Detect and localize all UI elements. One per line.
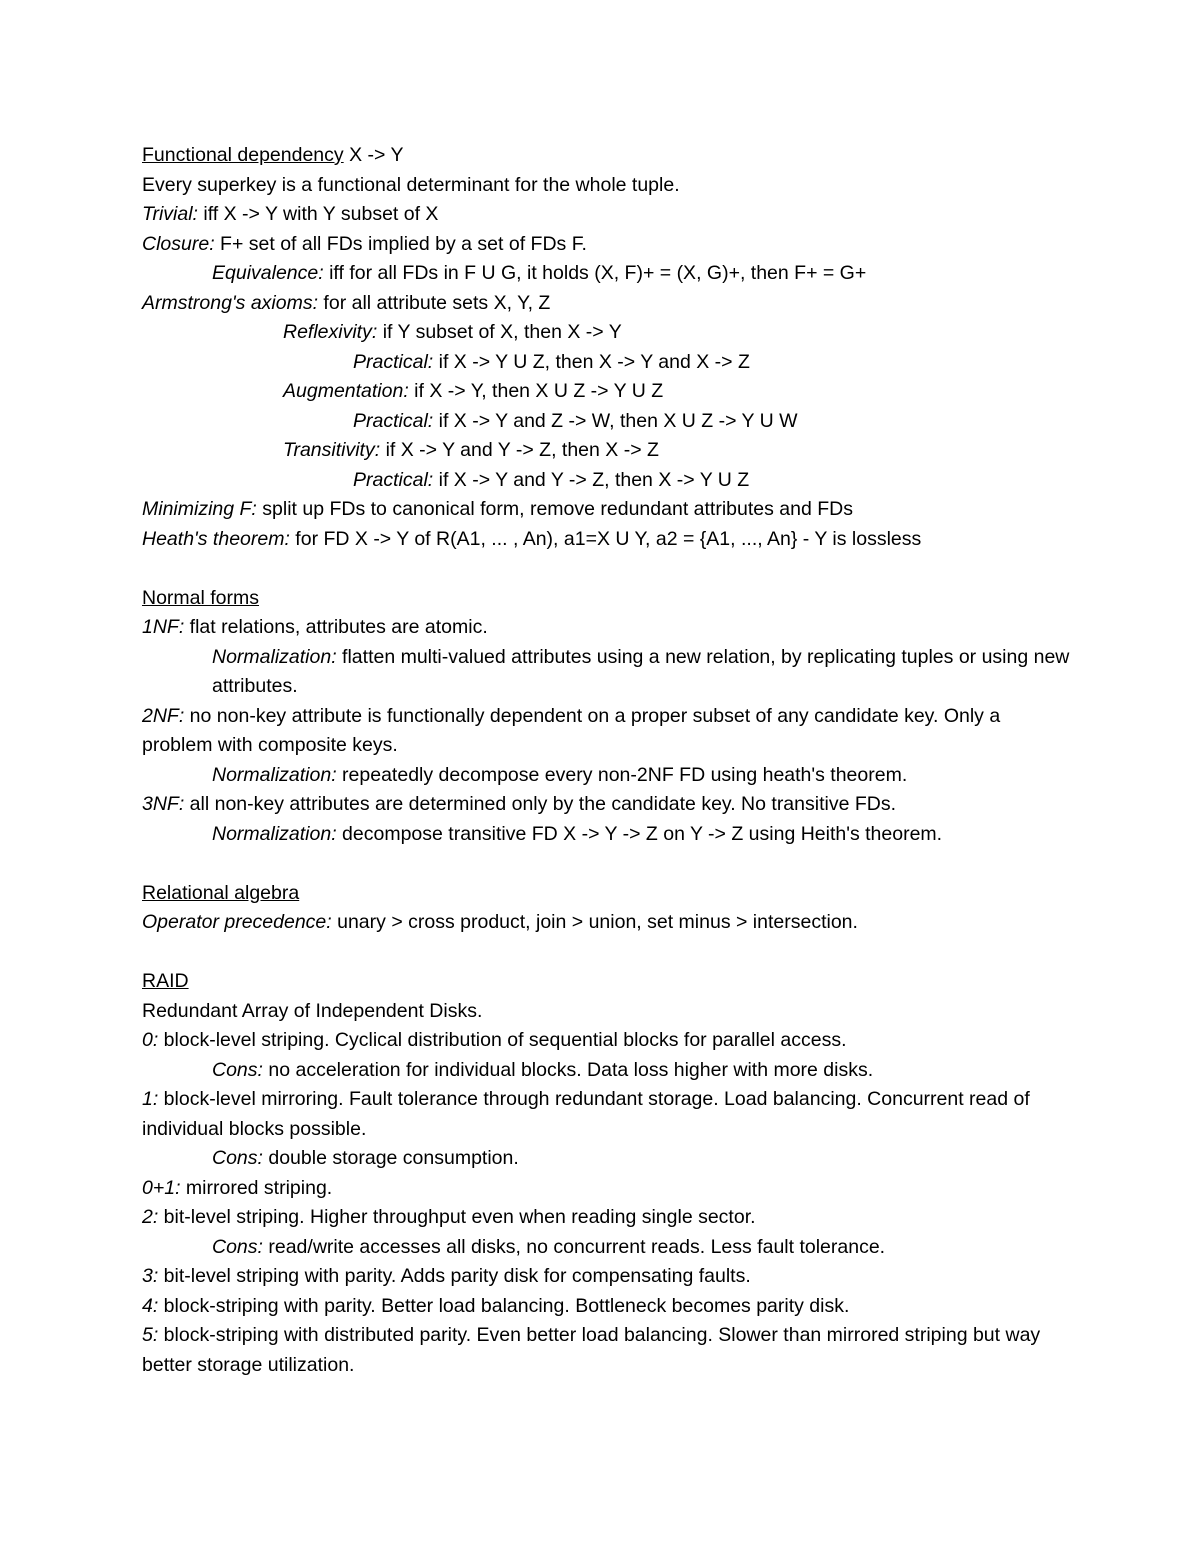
line-text: repeatedly decompose every non-2NF FD using heath's theorem. xyxy=(336,763,908,786)
section-spacer xyxy=(142,554,1072,584)
line-text: iff for all FDs in F U G, it holds (X, F)+ = (X, G)+, then F+ = G+ xyxy=(323,262,867,284)
definition-line xyxy=(142,348,1072,378)
definition-line xyxy=(142,1262,1072,1292)
term: Normalization: xyxy=(212,763,337,786)
text-line xyxy=(142,997,1072,1027)
definition-line xyxy=(142,613,1072,643)
term: Cons: xyxy=(212,1147,263,1169)
line-text: block-level striping. Cyclical distribution of sequential blocks for parallel access. xyxy=(158,1029,847,1051)
nf-heading-line xyxy=(142,584,1072,614)
line-text: bit-level striping. Higher throughput even when reading single sector. xyxy=(158,1206,756,1228)
term: 1NF: xyxy=(142,616,185,638)
definition-line xyxy=(142,1026,1072,1056)
term: Minimizing F: xyxy=(142,498,257,520)
line-text: Redundant Array of Independent Disks. xyxy=(142,999,483,1022)
definition-line xyxy=(142,466,1072,496)
line-text: if X -> Y and Y -> Z, then X -> Y U Z xyxy=(433,468,750,491)
definition-line xyxy=(142,1203,1072,1233)
line-text: F+ set of all FDs implied by a set of FDs F. xyxy=(214,232,587,255)
document-page xyxy=(142,141,1075,1380)
definition-line xyxy=(142,1174,1072,1204)
term: 3: xyxy=(142,1265,159,1287)
definition-line xyxy=(142,495,1072,525)
text-line xyxy=(142,171,1072,201)
term: 0: xyxy=(142,1029,159,1051)
line-text: block-striping with parity. Better load balancing. Bottleneck becomes parity disk. xyxy=(158,1294,850,1317)
definition-line xyxy=(142,1085,1072,1144)
line-text: no non-key attribute is functionally dependent on a proper subset of any candidate key. Only a problem with composite keys. xyxy=(142,704,1006,756)
term: Heath's theorem: xyxy=(142,527,290,550)
section-normal-forms xyxy=(142,584,1075,850)
line-text: if X -> Y and Y -> Z, then X -> Z xyxy=(380,439,659,461)
line-text: if X -> Y, then X U Z -> Y U Z xyxy=(408,380,664,402)
term: Transitivity: xyxy=(283,439,381,461)
section-relational-algebra xyxy=(142,879,1072,938)
line-text: iff X -> Y with Y subset of X xyxy=(197,203,439,225)
section-heading: RAID xyxy=(142,970,189,992)
line-text: if X -> Y and Z -> W, then X U Z -> Y U W xyxy=(433,409,798,432)
section-heading: Relational algebra xyxy=(142,881,300,904)
definition-line xyxy=(142,1233,1072,1263)
term: Equivalence: xyxy=(212,262,324,284)
definition-line xyxy=(142,436,1072,466)
definition-line xyxy=(142,200,1072,230)
definition-line xyxy=(142,908,1072,938)
definition-line xyxy=(142,377,1072,407)
definition-line xyxy=(142,1144,1072,1174)
line-text: block-striping with distributed parity. Even better load balancing. Slower than mirrored striping but way better storage utilization. xyxy=(142,1324,1046,1376)
fd-heading-line xyxy=(142,141,1072,171)
definition-line xyxy=(142,761,1072,791)
line-text: flatten multi-valued attributes using a new relation, by replicating tuples or using new attributes. xyxy=(212,645,1075,697)
line-text: double storage consumption. xyxy=(262,1147,519,1169)
line-text: for FD X -> Y of R(A1, ... , An), a1=X U Y, a2 = {A1, ..., An} - Y is lossless xyxy=(289,527,922,550)
line-text: X -> Y xyxy=(343,144,404,166)
line-text: no acceleration for individual blocks. Data loss higher with more disks. xyxy=(262,1058,874,1081)
definition-line xyxy=(142,790,1072,820)
definition-line xyxy=(142,643,1075,702)
line-text: split up FDs to canonical form, remove redundant attributes and FDs xyxy=(256,498,853,520)
section-functional-dependency xyxy=(142,141,1072,554)
line-text: bit-level striping with parity. Adds parity disk for compensating faults. xyxy=(158,1265,751,1287)
line-text: read/write accesses all disks, no concurrent reads. Less fault tolerance. xyxy=(262,1235,886,1258)
term: Normalization: xyxy=(212,822,337,845)
line-text: if X -> Y U Z, then X -> Y and X -> Z xyxy=(433,350,750,373)
definition-line xyxy=(142,259,1072,289)
term: 1: xyxy=(142,1088,159,1110)
section-raid xyxy=(142,967,1072,1380)
line-text: if Y subset of X, then X -> Y xyxy=(377,321,622,343)
term: 5: xyxy=(142,1324,159,1346)
line-text: block-level mirroring. Fault tolerance through redundant storage. Load balancing. Concurrent read of individual blocks possible. xyxy=(142,1088,1036,1140)
section-heading: Functional dependency xyxy=(142,144,344,166)
term: Cons: xyxy=(212,1235,263,1258)
definition-line xyxy=(142,230,1072,260)
term: Operator precedence: xyxy=(142,911,332,933)
term: Armstrong's axioms: xyxy=(142,291,319,314)
definition-line xyxy=(142,702,1072,761)
line-text: flat relations, attributes are atomic. xyxy=(184,616,488,638)
term: Practical: xyxy=(353,350,434,373)
definition-line xyxy=(142,1321,1072,1380)
definition-line xyxy=(142,1292,1072,1322)
section-spacer xyxy=(142,938,1072,968)
line-text: for all attribute sets X, Y, Z xyxy=(318,291,551,314)
line-text: unary > cross product, join > union, set minus > intersection. xyxy=(331,911,858,933)
term: Practical: xyxy=(353,468,434,491)
ra-heading-line xyxy=(142,879,1072,909)
term: Normalization: xyxy=(212,645,337,668)
section-heading: Normal forms xyxy=(142,586,260,609)
definition-line xyxy=(142,1056,1072,1086)
term: 2NF: xyxy=(142,704,185,727)
line-text: decompose transitive FD X -> Y -> Z on Y -> Z using Heith's theorem. xyxy=(336,822,943,845)
term: Cons: xyxy=(212,1058,263,1081)
line-text: mirrored striping. xyxy=(180,1176,333,1199)
term: 3NF: xyxy=(142,793,185,815)
term: 2: xyxy=(142,1206,159,1228)
definition-line xyxy=(142,525,1072,555)
term: Practical: xyxy=(353,409,434,432)
line-text: all non-key attributes are determined only by the candidate key. No transitive FDs. xyxy=(184,793,897,815)
section-spacer xyxy=(142,849,1072,879)
definition-line xyxy=(142,318,1072,348)
term: 4: xyxy=(142,1294,159,1317)
term: Closure: xyxy=(142,232,215,255)
definition-line xyxy=(142,407,1072,437)
raid-heading-line xyxy=(142,967,1072,997)
definition-line xyxy=(142,820,1072,850)
term: Trivial: xyxy=(142,203,198,225)
term: Augmentation: xyxy=(283,380,409,402)
line-text: Every superkey is a functional determinant for the whole tuple. xyxy=(142,173,680,196)
term: Reflexivity: xyxy=(283,321,378,343)
definition-line xyxy=(142,289,1072,319)
term: 0+1: xyxy=(142,1176,181,1199)
